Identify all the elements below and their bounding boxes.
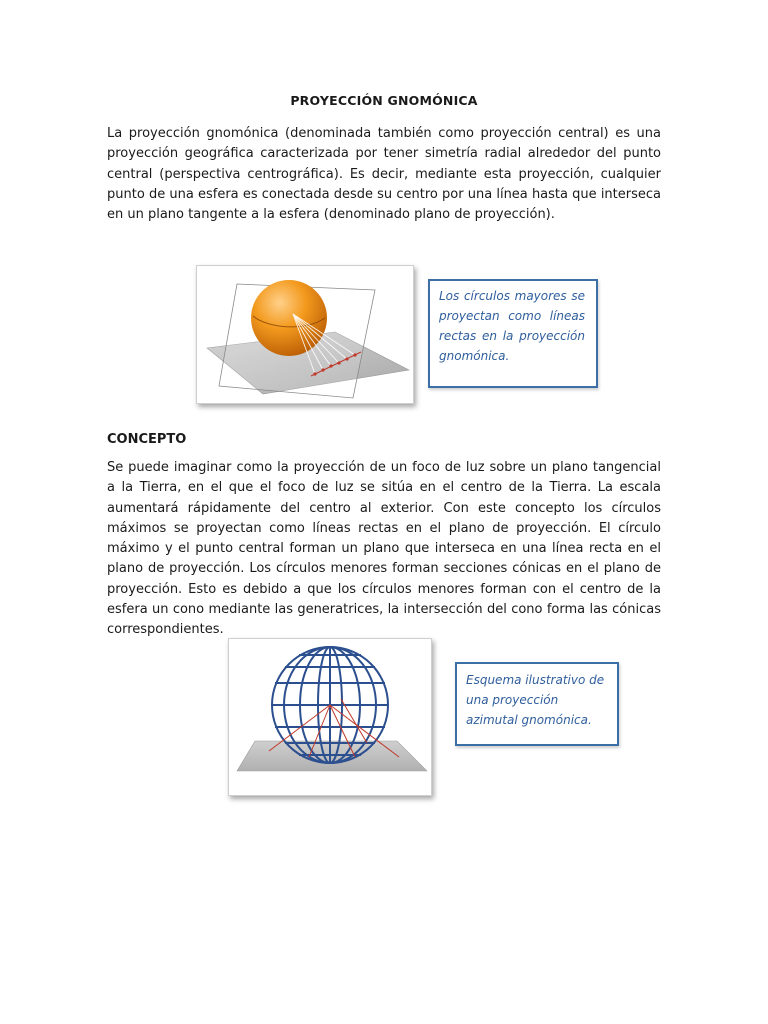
figure1-caption-box (428, 279, 598, 388)
figure2-caption: Esquema ilustrativo de una proyección azimutal gnomónica. (466, 673, 605, 727)
intro-paragraph: La proyección gnomónica (denominada también como proyección central) es una proyección geográfica caracterizada por tener simetría radial alrededor del punto central (perspectiva centrográfica). Es decir, mediante esta proyección, cualquier punto de una esfera es conectada desde su centro por una línea hasta que interseca en un plano tangente a la esfera (denominado plano de proyección). (107, 126, 661, 223)
figure1-caption: Los círculos mayores se proyectan como líneas rectas en la proyección gnomónica. (439, 289, 585, 363)
section-heading: CONCEPTO (107, 432, 187, 447)
sphere-projection-figure (196, 265, 414, 404)
figure2-caption-box (455, 662, 619, 746)
concept-paragraph: Se puede imaginar como la proyección de un foco de luz sobre un plano tangencial a la Tierra, en el que el foco de luz se sitúa en el centro de la Tierra. La escala aumentará rápidamente del centro al exterior. Con este concepto los círculos máximos se proyectan como líneas rectas en el plano de proyección. El círculo máximo y el punto central forman un plano que interseca en una línea recta en el plano de proyección. Los círculos menores forman secciones cónicas en el plano de proyección. Esto es debido a que los círculos menores forman con el centro de la esfera un cono mediante las generatrices, la intersección del cono forma las cónicas correspondientes. (107, 460, 661, 638)
azimuthal-projection-illustration (229, 639, 431, 795)
sphere-projection-illustration (197, 266, 413, 403)
page-title: PROYECCIÓN GNOMÓNICA (290, 93, 478, 108)
azimuthal-projection-figure (228, 638, 432, 796)
